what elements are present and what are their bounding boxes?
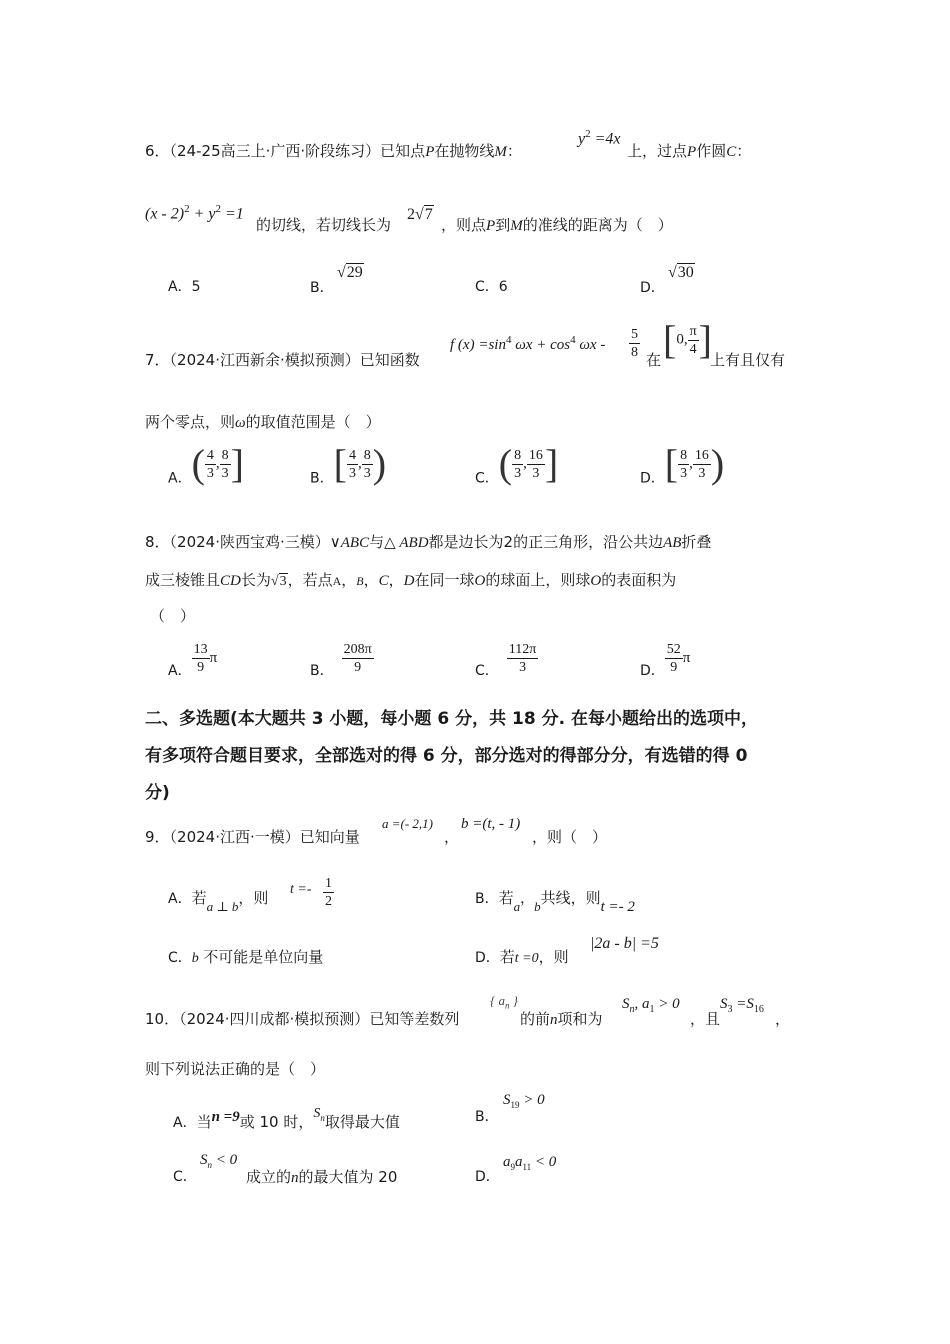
q10-text: 项和为 <box>557 1010 603 1028</box>
q6-var-p: P <box>425 144 435 160</box>
q10-gt: > 0 <box>519 1092 545 1108</box>
q8-var-o: O <box>590 573 602 589</box>
option-label: B． <box>310 470 334 487</box>
frac-den: 3 <box>698 465 706 481</box>
bracket-left-icon: [ <box>663 317 677 362</box>
q10-text: 当 <box>196 1113 212 1131</box>
bracket-icon: ( <box>498 441 513 486</box>
q6-parabola-exp: 2 <box>585 128 591 140</box>
q10-a: a <box>515 1154 523 1170</box>
q9-opt-a-frac <box>323 875 334 910</box>
q10-a: , a <box>634 996 650 1012</box>
frac-den: 3 <box>519 660 527 675</box>
q6-option-b-label <box>310 277 334 297</box>
q7-option-d <box>640 441 725 488</box>
q6-circle <box>145 203 244 223</box>
q10-lt: < 0 <box>531 1154 557 1170</box>
q10-sub: 3 <box>727 1004 733 1015</box>
q9-var-b: b <box>191 951 199 966</box>
option-frac <box>512 447 523 482</box>
q6-circle-exp: 2 <box>215 203 221 215</box>
q9-vector-a: a =(- 2,1) <box>382 816 434 831</box>
q9-cond: a ⊥ b <box>206 899 239 914</box>
q8-point-c: C <box>378 573 389 589</box>
bracket-icon: ] <box>544 441 559 486</box>
option-frac <box>205 447 216 482</box>
q7-zai <box>646 349 661 370</box>
q10-eq: =S <box>732 996 754 1012</box>
q9-var-a: a <box>513 899 521 914</box>
q7-text: 两个零点，则 <box>145 413 236 431</box>
q10-a: a <box>503 1154 511 1170</box>
q6-circle-part: + y <box>193 205 216 223</box>
q7-frac-5-8 <box>629 326 640 361</box>
q9-text: 共线，则 <box>540 889 601 907</box>
q10-text: 成立的 <box>246 1168 292 1186</box>
option-frac <box>678 447 689 482</box>
q8-sep: ， <box>363 571 379 589</box>
q6-tangent-radicand: 7 <box>424 206 433 223</box>
option-label: D． <box>475 950 500 966</box>
interval-frac <box>688 323 699 358</box>
q6-option-c <box>475 276 508 296</box>
q6-number: 6． <box>145 142 170 160</box>
q10-option-d-expr <box>503 1154 556 1172</box>
q10-text: 或 10 时， <box>239 1113 314 1131</box>
q7-func: ωx - <box>575 337 606 353</box>
q8-text: 在同一球 <box>414 571 475 589</box>
q9-opt-a-t: t =- <box>290 882 312 897</box>
q7-text: 上有且仅有 <box>710 351 786 369</box>
q10-s: S <box>503 1092 511 1108</box>
q10-var-n: n <box>291 1170 299 1186</box>
option-label: A． <box>173 1115 197 1131</box>
q10-lt: < 0 <box>212 1152 238 1168</box>
q10-option-c-expr <box>200 1152 237 1170</box>
q8-line2 <box>145 569 676 590</box>
q9-sep: ， <box>520 891 535 907</box>
frac-den: 4 <box>689 341 697 357</box>
q7-text: 已知函数 <box>359 351 420 369</box>
q8-text: 长为 <box>240 571 271 589</box>
q7-interval <box>663 317 712 362</box>
q6-text: ： <box>506 142 522 160</box>
q6-text: 的准线的距离为（ ） <box>522 216 673 234</box>
option-radicand: 30 <box>677 264 694 281</box>
frac-num: 112π <box>508 642 537 657</box>
q8-sqrt3: √3 <box>270 574 287 589</box>
q9-text: ，则 <box>538 948 569 966</box>
q10-option-d-label <box>475 1166 500 1186</box>
q6-var-p: P <box>486 218 496 234</box>
frac-num: 52 <box>666 642 681 657</box>
q6-circle-exp: 2 <box>184 203 190 215</box>
q10-text: 的前 <box>520 1010 551 1028</box>
option-value: 5 <box>191 279 201 295</box>
frac-den: 8 <box>631 345 638 360</box>
option-label: C． <box>168 950 192 966</box>
option-frac <box>192 641 210 676</box>
q8-sep: ， <box>388 571 404 589</box>
q10-sub: n <box>320 1112 325 1123</box>
q6-line2 <box>256 214 391 235</box>
q7-func: ωx + cos <box>511 337 571 353</box>
q8-line3 <box>150 605 195 626</box>
q8-point-b: B <box>356 574 364 588</box>
option-label: A． <box>168 279 192 295</box>
bracket-right-icon: ] <box>698 317 712 362</box>
q6-line1 <box>145 140 522 161</box>
q7-function <box>450 334 605 354</box>
frac-den: 3 <box>221 465 229 481</box>
q7-option-c <box>475 441 559 488</box>
q8-text: 都是边长为2的正三角形，沿公共边 <box>428 533 664 551</box>
q7-option-a <box>168 441 244 488</box>
q9-comma: ， <box>444 828 460 846</box>
q9-source: （2024·江西·一模） <box>169 828 300 846</box>
q8-text: 成三棱锥且 <box>145 571 221 589</box>
option-label: D． <box>640 280 665 296</box>
frac-den: 3 <box>363 465 371 481</box>
frac-num: 208π <box>343 642 372 657</box>
frac-num: 8 <box>680 447 688 463</box>
section-2-line3: 分) <box>145 783 170 803</box>
q10-option-b-value <box>503 1092 545 1110</box>
q6-var-c: C <box>726 144 737 160</box>
q9-text: 若 <box>499 948 515 966</box>
frac-den: 3 <box>532 465 540 481</box>
q8-point-d: D <box>403 573 415 589</box>
q8-line1 <box>145 531 711 552</box>
frac-num: 8 <box>514 447 522 463</box>
q10-s: S <box>200 1152 208 1168</box>
q8-triangle-abd: △ ABD <box>384 535 429 551</box>
q7-number: 7． <box>145 351 170 369</box>
q6-line2-tail <box>441 214 673 235</box>
q8-text: 的球面上，则球 <box>485 571 591 589</box>
q10-option-b <box>475 1106 499 1126</box>
option-label: A． <box>168 663 192 679</box>
q10-number: 10． <box>145 1010 180 1028</box>
q8-option-a <box>168 641 217 680</box>
q9-var-b: b <box>534 899 541 914</box>
frac-den: 3 <box>348 465 356 481</box>
option-label: C． <box>475 279 499 295</box>
option-tail: π <box>209 650 218 666</box>
q9-option-d <box>475 946 569 967</box>
q6-parabola <box>578 128 621 148</box>
q8-point-a: A <box>332 574 342 588</box>
frac-den: 3 <box>680 465 688 481</box>
q7-line2 <box>145 411 381 432</box>
q6-var-p: P <box>687 144 697 160</box>
q7-text: 的取值范围是（ ） <box>245 413 381 431</box>
frac-den: 3 <box>514 465 522 481</box>
q10-sn <box>313 1106 325 1121</box>
q10-gt: > 0 <box>654 996 680 1012</box>
q8-option-d <box>640 641 690 680</box>
q7-line1-tail <box>710 349 785 370</box>
section-2-line1: 二、多选题(本大题共 3 小题，每小题 6 分，共 18 分. 在每小题给出的选项中， <box>145 709 758 729</box>
frac-num: 16 <box>694 447 709 463</box>
option-label: B． <box>475 1109 499 1125</box>
q8-var-o: O <box>474 573 486 589</box>
q10-sub: n <box>207 1160 212 1170</box>
q6-text: ，则点 <box>441 216 487 234</box>
q6-line1-tail <box>627 140 751 161</box>
q10-sub: n <box>629 1004 635 1015</box>
q9-text: 若 <box>191 889 207 907</box>
comma: , <box>215 455 220 472</box>
q10-n9: n =9 <box>211 1109 240 1125</box>
option-label: C． <box>475 663 499 679</box>
q10-text: 的最大值为 20 <box>298 1168 398 1186</box>
section-2-line2: 有多项符合题目要求，全部选对的得 6 分，部分选对的得部分分，有选错的得 0 <box>145 746 748 766</box>
q10-seq-sub: n <box>504 1000 510 1011</box>
q6-text: 的切线，若切线长为 <box>256 216 392 234</box>
q10-option-c-text <box>246 1166 397 1187</box>
frac-num: 1 <box>325 876 332 891</box>
frac-num: 4 <box>206 447 214 463</box>
q7-func: f (x) =sin <box>450 337 506 353</box>
q6-circle-part: =1 <box>225 205 244 223</box>
frac-num: 16 <box>528 447 543 463</box>
q10-sub: 11 <box>522 1162 532 1172</box>
q9-text: 不可能是单位向量 <box>203 948 324 966</box>
q10-seq: { a <box>490 993 505 1008</box>
frac-den: 9 <box>354 660 362 675</box>
q8-option-c <box>475 641 538 680</box>
q9-option-a <box>168 887 268 915</box>
q6-var-m: M <box>494 144 507 160</box>
q6-text: 作圆 <box>696 142 727 160</box>
q10-s3-s16 <box>720 996 764 1015</box>
q8-text: 的表面积为 <box>601 571 677 589</box>
bracket-icon: ) <box>372 441 387 486</box>
q8-source: （2024·陕西宝鸡·三模） <box>169 533 330 551</box>
q8-text: 与 <box>369 533 385 551</box>
q6-parabola-rhs: =4x <box>594 130 621 148</box>
option-radicand: 29 <box>346 264 363 281</box>
q6-source: （24-25高三上·广西·阶段练习） <box>169 142 381 160</box>
q10-text: 已知等差数列 <box>369 1010 460 1028</box>
frac-num: 5 <box>631 327 638 342</box>
q10-sequence <box>490 993 518 1011</box>
option-label: B． <box>475 891 499 907</box>
q6-text: 到 <box>495 216 511 234</box>
frac-den: 3 <box>206 465 214 481</box>
q8-radicand: 3 <box>279 574 287 589</box>
option-frac <box>342 641 374 676</box>
q10-sub: 16 <box>753 1004 764 1015</box>
q10-s: S <box>622 996 630 1012</box>
q9-cond: t =0 <box>514 951 539 966</box>
option-frac <box>665 641 683 676</box>
q9-text: 已知向量 <box>299 828 360 846</box>
q8-edge-ab: AB <box>663 535 682 551</box>
q6-var-m: M <box>510 218 523 234</box>
q8-sep: ， <box>341 571 357 589</box>
q10-option-c-label <box>173 1166 197 1186</box>
q10-source: （2024·四川成都·模拟预测） <box>179 1010 370 1028</box>
option-label: B． <box>310 280 334 296</box>
q9-text: ，则 <box>238 889 269 907</box>
option-label: A． <box>168 470 192 487</box>
q9-line1 <box>145 826 360 847</box>
comma: , <box>357 455 362 472</box>
q8-option-b <box>310 641 374 680</box>
q6-tangent-length: 2√7 <box>407 206 433 223</box>
option-label: A． <box>168 891 192 907</box>
option-frac <box>507 641 539 676</box>
q6-circle-part: (x - 2) <box>145 205 185 223</box>
q9-vector-b: b =(t, - 1) <box>461 816 521 832</box>
q6-text: ： <box>736 142 752 160</box>
q7-exp: 4 <box>570 334 576 346</box>
q10-s: S <box>720 996 728 1012</box>
q9-text: ，则（ ） <box>532 828 608 846</box>
q8-text: （ ） <box>150 607 196 625</box>
q6-option-d-value: √30 <box>668 264 694 281</box>
q10-sub: 19 <box>510 1100 520 1110</box>
option-tail: π <box>682 650 691 666</box>
q6-option-a <box>168 276 201 296</box>
q10-condition <box>622 996 680 1015</box>
q10-sub: 9 <box>510 1162 515 1172</box>
q7-text: 在 <box>646 351 662 369</box>
option-frac <box>220 447 231 482</box>
q10-line1 <box>145 1008 459 1029</box>
q10-s: S <box>313 1106 321 1121</box>
q6-text: 上，过点 <box>627 142 688 160</box>
frac-num: 4 <box>348 447 356 463</box>
option-label: D． <box>640 470 665 487</box>
bracket-icon: [ <box>333 441 347 486</box>
q7-option-b <box>310 441 387 488</box>
option-frac <box>693 447 711 482</box>
option-value: 6 <box>498 279 508 295</box>
option-label: C． <box>475 470 499 487</box>
q8-edge-cd: CD <box>220 573 241 589</box>
q8-text: ，若点 <box>287 571 333 589</box>
q10-text: 取得最大值 <box>324 1113 400 1131</box>
q10-text: ，且 <box>690 1010 721 1028</box>
q9-number: 9． <box>145 828 170 846</box>
q9-opt-b-val: t =- 2 <box>600 899 635 915</box>
frac-den: 9 <box>197 660 205 675</box>
bracket-icon: ( <box>191 441 205 486</box>
q6-option-b-value: √29 <box>337 264 363 281</box>
frac-num: 8 <box>363 447 371 463</box>
q8-triangle-abc: ∨ABC <box>329 535 370 551</box>
q7-source: （2024·江西新余·模拟预测） <box>169 351 360 369</box>
q10-line1-mid <box>520 1008 603 1029</box>
q10-option-a <box>173 1106 400 1132</box>
frac-den: 2 <box>325 894 332 909</box>
q6-text: 在抛物线 <box>434 142 495 160</box>
q8-number: 8． <box>145 533 170 551</box>
q6-text: 已知点 <box>380 142 426 160</box>
option-label: C． <box>173 1169 197 1185</box>
option-label: D． <box>475 1169 500 1185</box>
q6-tangent-coef: 2 <box>407 206 415 223</box>
q8-text: 折叠 <box>681 533 712 551</box>
q10-seq: } <box>509 993 518 1008</box>
q7-exp: 4 <box>505 334 512 346</box>
q9-text: 若 <box>498 889 514 907</box>
q10-text: ， <box>775 1010 791 1028</box>
bracket-icon: ) <box>710 441 725 486</box>
comma: , <box>689 455 693 472</box>
frac-num: 13 <box>193 642 208 657</box>
bracket-icon: ] <box>230 441 244 486</box>
frac-num: π <box>689 323 697 339</box>
comma: , <box>523 455 527 472</box>
q7-omega: ω <box>235 415 246 431</box>
option-frac <box>347 447 358 482</box>
option-label: D． <box>640 663 665 679</box>
bracket-icon: [ <box>664 441 679 486</box>
interval-zero: 0, <box>676 331 688 348</box>
option-frac <box>362 447 373 482</box>
option-label: B． <box>310 663 334 679</box>
q10-sub: 1 <box>649 1004 655 1015</box>
q6-option-d-label <box>640 277 665 297</box>
q7-line1 <box>145 349 420 370</box>
q6-parabola-lhs: y <box>578 130 586 148</box>
frac-den: 9 <box>670 660 678 675</box>
frac-num: 8 <box>221 447 229 463</box>
q9-option-b <box>475 887 635 916</box>
option-frac <box>527 447 545 482</box>
q10-line2: 则下列说法正确的是（ ） <box>145 1060 326 1078</box>
q9-option-c <box>168 946 323 967</box>
q10-var-n: n <box>550 1012 558 1028</box>
q9-opt-d-expr: |2a - b| =5 <box>590 935 659 952</box>
